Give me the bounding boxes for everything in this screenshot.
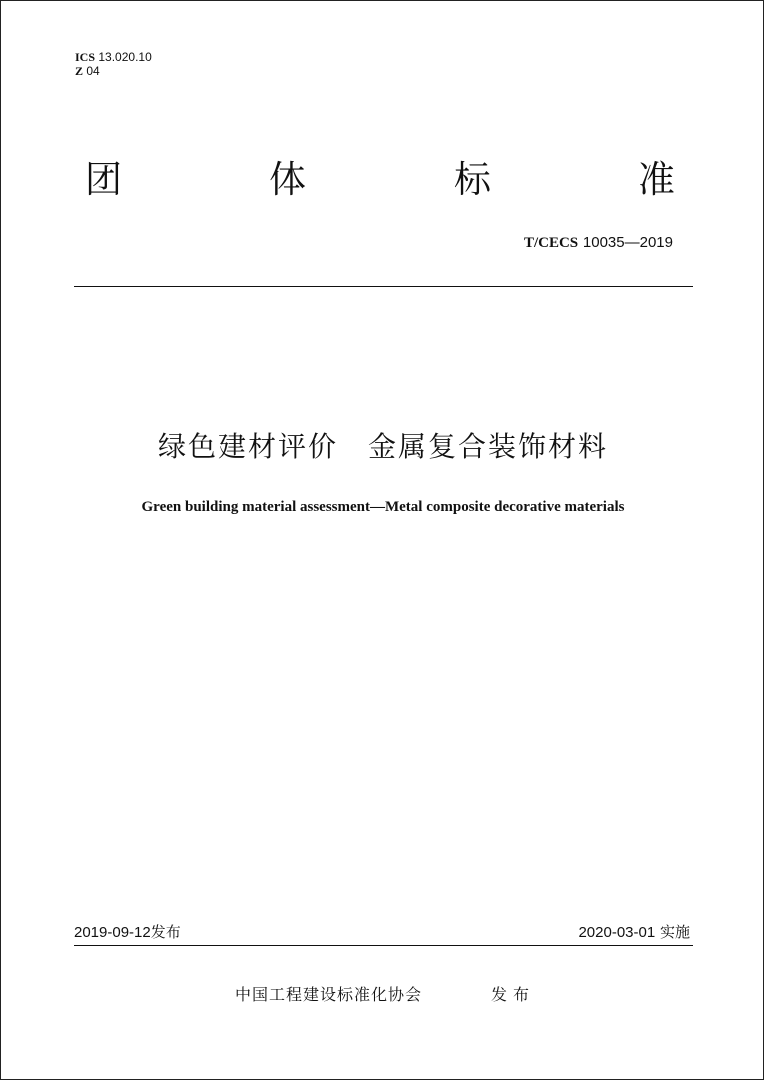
standard-type-title — [85, 158, 681, 202]
title-char-2: 体 — [269, 158, 306, 201]
title-char-3: 标 — [454, 158, 491, 201]
implementation-date-value: 2020-03-01 — [578, 924, 656, 941]
implementation-date — [578, 922, 690, 943]
ccs-value: 04 — [86, 64, 100, 78]
publisher-name: 中国工程建设标准化协会 — [235, 985, 423, 1004]
header-divider — [74, 286, 693, 287]
title-char-4: 准 — [638, 158, 675, 201]
standard-number — [524, 233, 673, 252]
footer-divider — [74, 945, 693, 946]
ccs-label: Z — [75, 64, 84, 78]
issue-date-value: 2019-09-12 — [74, 924, 151, 941]
standard-prefix: T/CECS — [523, 235, 579, 251]
issue-date-label: 发布 — [150, 923, 181, 941]
publisher-action: 发布 — [491, 985, 536, 1004]
document-title-en: Green building material assessment—Metal composite decorative materials — [141, 499, 625, 515]
ics-value: 13.020.10 — [98, 50, 152, 64]
implementation-date-label: 实施 — [659, 923, 690, 941]
standard-code: 10035—2019 — [582, 234, 673, 251]
document-title-cn: 绿色建材评价 金属复合装饰材料 — [157, 430, 608, 463]
issue-date — [74, 922, 181, 943]
ccs-classification — [75, 64, 100, 78]
ics-classification — [75, 50, 152, 64]
ics-label: ICS — [75, 50, 96, 64]
title-char-1: 团 — [85, 158, 122, 201]
